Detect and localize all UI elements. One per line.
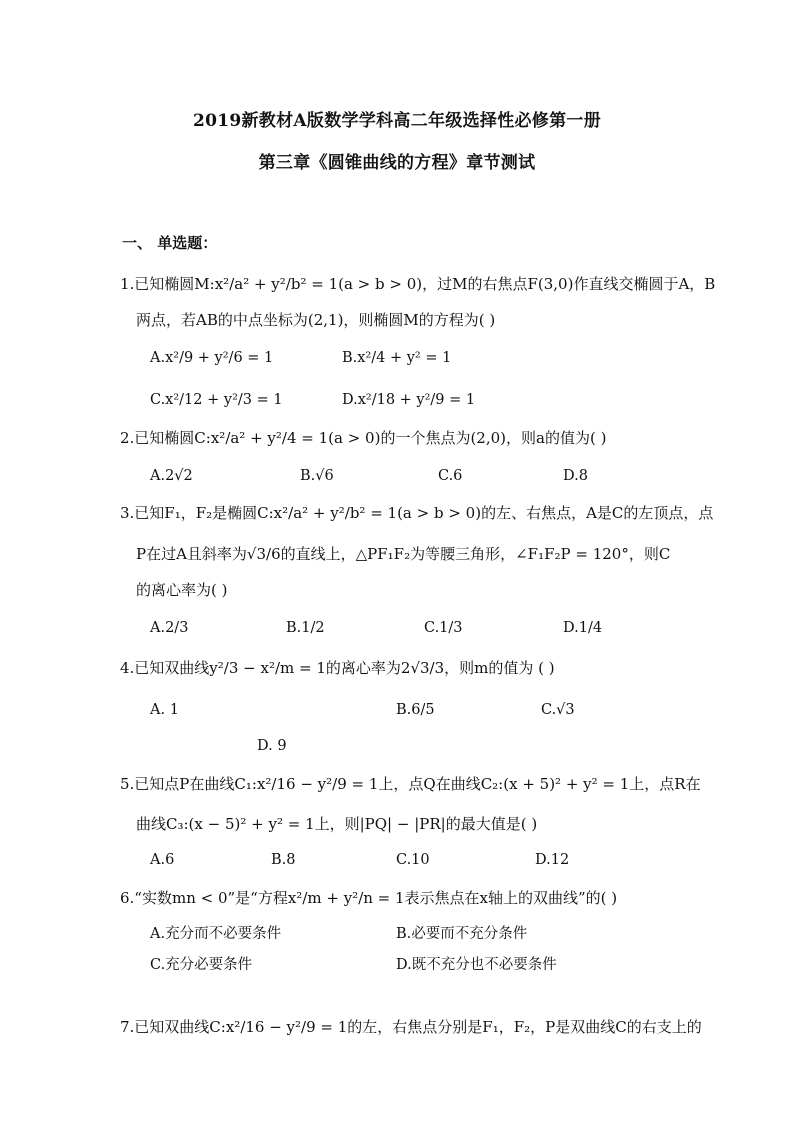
q5-line-2: 曲线C₃:(x − 5)² + y² = 1上，则|PQ| − |PR|的最大值是( ) — [136, 815, 538, 833]
q3-option-d: D.1/4 — [563, 620, 603, 636]
q6-option-d: D.既不充分也不必要条件 — [396, 957, 557, 973]
q5-option-d: D.12 — [535, 852, 570, 868]
q3-option-b: B.1/2 — [286, 620, 325, 636]
q1-line-2: 两点，若AB的中点坐标为(2,1)，则椭圆M的方程为( ) — [136, 311, 496, 329]
q2-option-a: A.2√2 — [150, 468, 193, 484]
section-heading: 一、 单选题： — [122, 234, 218, 252]
q5-option-b: B.8 — [271, 852, 296, 868]
title-line-2: 第三章《圆锥曲线的方程》章节测试 — [258, 153, 536, 173]
q3-line-3: 的离心率为( ) — [136, 581, 228, 599]
q2-option-b: B.√6 — [300, 468, 334, 484]
q6-line-1: 6.“实数mn < 0”是“方程x²/m + y²/n = 1表示焦点在x轴上的双曲线”的( ) — [120, 889, 618, 907]
q6-option-b: B.必要而不充分条件 — [396, 926, 528, 942]
q1-line-1: 1.已知椭圆M:x²/a² + y²/b² = 1(a > b > 0)，过M的右焦点F(3,0)作直线交椭圆于A，B — [120, 275, 716, 293]
q3-option-c: C.1/3 — [424, 620, 463, 636]
q2-line-1: 2.已知椭圆C:x²/a² + y²/4 = 1(a > 0)的一个焦点为(2,0)，则a的值为( ) — [120, 429, 607, 447]
q1-option-a: A.x²/9 + y²/6 = 1 — [150, 350, 274, 366]
q4-option-d: D. 9 — [257, 738, 287, 754]
q5-option-c: C.10 — [396, 852, 430, 868]
title-line-1: 2019新教材A版数学学科高二年级选择性必修第一册 — [192, 111, 601, 131]
q2-option-c: C.6 — [438, 468, 463, 484]
q4-option-b: B.6/5 — [396, 702, 435, 718]
q3-option-a: A.2/3 — [150, 620, 189, 636]
q4-option-c: C.√3 — [541, 702, 575, 718]
q4-option-a: A. 1 — [150, 702, 179, 718]
q5-option-a: A.6 — [150, 852, 175, 868]
q5-line-1: 5.已知点P在曲线C₁:x²/16 − y²/9 = 1上，点Q在曲线C₂:(x + 5)² + y² = 1上，点R在 — [120, 775, 701, 793]
q1-option-d: D.x²/18 + y²/9 = 1 — [342, 392, 476, 408]
q2-option-d: D.8 — [563, 468, 588, 484]
q6-option-c: C.充分必要条件 — [150, 957, 253, 973]
q1-option-b: B.x²/4 + y² = 1 — [342, 350, 452, 366]
q1-option-c: C.x²/12 + y²/3 = 1 — [150, 392, 283, 408]
q4-line-1: 4.已知双曲线y²/3 − x²/m = 1的离心率为2√3/3，则m的值为 ( ) — [120, 659, 555, 677]
q6-option-a: A.充分而不必要条件 — [150, 926, 282, 942]
q3-line-2: P在过A且斜率为√3/6的直线上，△PF₁F₂为等腰三角形，∠F₁F₂P = 120°，则C — [136, 545, 671, 563]
q3-line-1: 3.已知F₁，F₂是椭圆C:x²/a² + y²/b² = 1(a > b > 0)的左、右焦点，A是C的左顶点，点 — [120, 504, 714, 522]
q7-line-1: 7.已知双曲线C:x²/16 − y²/9 = 1的左，右焦点分别是F₁，F₂，P是双曲线C的右支上的 — [120, 1018, 702, 1036]
